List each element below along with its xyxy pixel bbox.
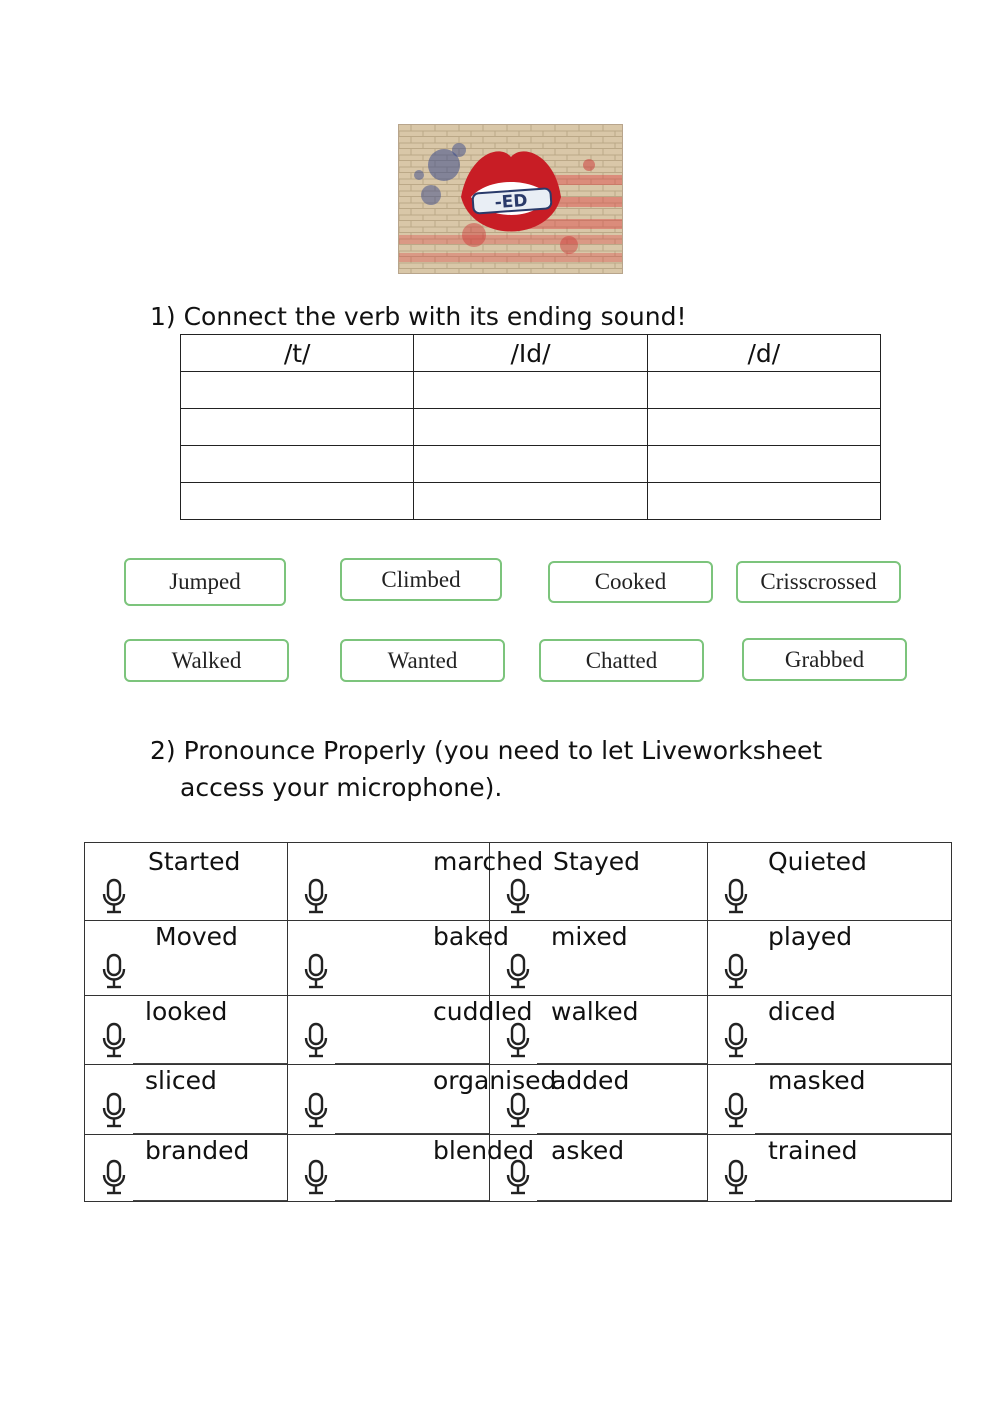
microphone-icon[interactable] <box>722 878 750 916</box>
pronounce-word: Stayed <box>553 847 641 876</box>
sort-table <box>180 334 881 520</box>
drop-cell[interactable] <box>647 446 880 483</box>
chip-walked[interactable]: Walked <box>124 639 289 682</box>
microphone-icon[interactable] <box>722 1022 750 1060</box>
pronounce-cell <box>489 920 707 995</box>
pronounce-word: asked <box>551 1136 625 1165</box>
question-2-line-1: 2) Pronounce Properly (you need to let Liveworksheet <box>150 736 823 765</box>
pronounce-word: added <box>551 1066 630 1095</box>
microphone-icon[interactable] <box>722 1159 750 1197</box>
microphone-icon[interactable] <box>504 1022 532 1060</box>
chip-cooked[interactable]: Cooked <box>548 561 713 603</box>
pronounce-word: Moved <box>155 922 238 951</box>
answer-line <box>755 1200 951 1201</box>
pronounce-cell <box>287 1064 557 1134</box>
drop-cell[interactable] <box>647 483 880 520</box>
drop-cell[interactable] <box>414 446 647 483</box>
answer-line <box>537 1200 707 1201</box>
header-t: /t/ <box>181 335 414 372</box>
pronounce-cell <box>489 1134 707 1201</box>
pronounce-cell <box>287 995 533 1064</box>
sort-row <box>181 409 881 446</box>
question-2-line-2: access your microphone). <box>180 773 503 802</box>
pronounce-word: baked <box>433 922 510 951</box>
chip-grabbed[interactable]: Grabbed <box>742 638 907 681</box>
microphone-icon[interactable] <box>100 878 128 916</box>
microphone-icon[interactable] <box>100 953 128 991</box>
pronounce-word: mixed <box>551 922 628 951</box>
pronounce-cell <box>287 920 510 995</box>
lips-logo-icon <box>399 125 622 273</box>
microphone-icon[interactable] <box>504 1159 532 1197</box>
chip-jumped[interactable]: Jumped <box>124 558 286 606</box>
microphone-icon[interactable] <box>302 1022 330 1060</box>
sort-row <box>181 446 881 483</box>
pronounce-word: walked <box>551 997 639 1026</box>
microphone-icon[interactable] <box>302 1092 330 1130</box>
pronounce-cell <box>707 843 951 920</box>
header-d: /d/ <box>647 335 880 372</box>
drop-cell[interactable] <box>414 372 647 409</box>
pronounce-word: diced <box>768 997 836 1026</box>
pronounce-grid <box>84 842 952 1202</box>
svg-text:-ED: -ED <box>494 190 529 214</box>
microphone-icon[interactable] <box>100 1092 128 1130</box>
pronounce-word: sliced <box>145 1066 217 1095</box>
microphone-icon[interactable] <box>504 953 532 991</box>
microphone-icon[interactable] <box>722 1092 750 1130</box>
pronounce-cell <box>489 843 707 920</box>
sort-row <box>181 483 881 520</box>
drop-cell[interactable] <box>647 409 880 446</box>
microphone-icon[interactable] <box>100 1022 128 1060</box>
drop-cell[interactable] <box>181 372 414 409</box>
microphone-icon[interactable] <box>722 953 750 991</box>
answer-line <box>133 1200 287 1201</box>
sort-row <box>181 372 881 409</box>
pronounce-cell <box>85 1064 287 1134</box>
microphone-icon[interactable] <box>302 878 330 916</box>
pronounce-cell <box>707 920 951 995</box>
pronounce-word: masked <box>768 1066 866 1095</box>
pronounce-cell <box>85 995 287 1064</box>
header-id: /Id/ <box>414 335 647 372</box>
pronounce-word: played <box>768 922 853 951</box>
pronounce-cell <box>707 1064 951 1134</box>
drop-cell[interactable] <box>414 409 647 446</box>
pronounce-word: Started <box>148 847 241 876</box>
microphone-icon[interactable] <box>302 1159 330 1197</box>
question-2-title <box>150 732 850 806</box>
pronounce-cell <box>489 1064 707 1134</box>
pronounce-cell <box>85 843 287 920</box>
question-1-title: 1) Connect the verb with its ending sound! <box>150 302 687 331</box>
chip-crisscrossed[interactable]: Crisscrossed <box>736 561 901 603</box>
chip-wanted[interactable]: Wanted <box>340 639 505 682</box>
microphone-icon[interactable] <box>100 1159 128 1197</box>
pronounce-cell <box>707 1134 951 1201</box>
pronounce-word: blended <box>433 1136 535 1165</box>
pronounce-cell <box>85 1134 287 1201</box>
pronounce-cell <box>287 1134 535 1201</box>
drop-cell[interactable] <box>647 372 880 409</box>
microphone-icon[interactable] <box>504 1092 532 1130</box>
drop-cell[interactable] <box>414 483 647 520</box>
ed-lips-logo <box>398 124 623 274</box>
chip-chatted[interactable]: Chatted <box>539 639 704 682</box>
drop-cell[interactable] <box>181 483 414 520</box>
drop-cell[interactable] <box>181 409 414 446</box>
pronounce-cell <box>489 995 707 1064</box>
pronounce-word: marched <box>433 847 544 876</box>
drop-cell[interactable] <box>181 446 414 483</box>
microphone-icon[interactable] <box>302 953 330 991</box>
pronounce-cell <box>85 920 287 995</box>
pronounce-word: organised <box>433 1066 557 1095</box>
pronounce-word: Quieted <box>768 847 867 876</box>
pronounce-word: cuddled <box>433 997 533 1026</box>
pronounce-cell <box>707 995 951 1064</box>
chip-climbed[interactable]: Climbed <box>340 558 502 601</box>
answer-line <box>335 1200 489 1201</box>
pronounce-word: trained <box>768 1136 858 1165</box>
microphone-icon[interactable] <box>504 878 532 916</box>
pronounce-word: branded <box>145 1136 250 1165</box>
pronounce-word: looked <box>145 997 228 1026</box>
pronounce-cell <box>287 843 544 920</box>
